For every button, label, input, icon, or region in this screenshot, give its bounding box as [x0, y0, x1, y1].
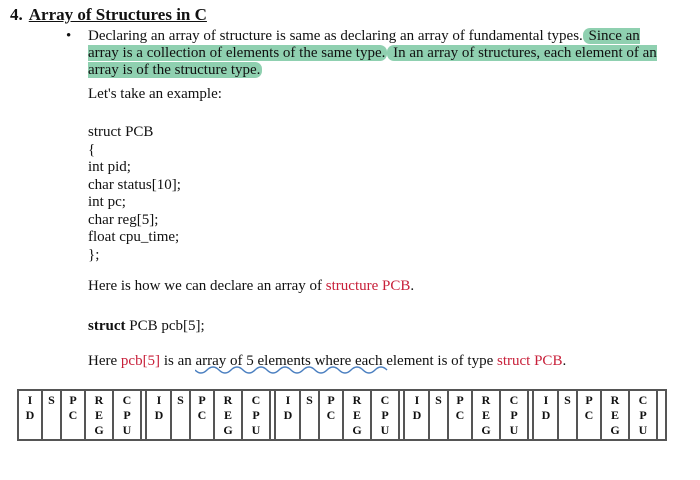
struct-field-cell	[449, 391, 473, 439]
field-letter: E	[610, 408, 619, 422]
struct-field-cell	[191, 391, 215, 439]
code-line: int pc;	[88, 194, 126, 210]
field-letter: C	[197, 408, 207, 422]
field-letter: C	[251, 393, 261, 407]
field-letter: P	[585, 393, 593, 407]
declare-struct-name: structure PCB	[325, 278, 411, 294]
code-line: struct PCB	[88, 124, 154, 140]
field-letter: P	[198, 393, 206, 407]
field-letter: P	[327, 393, 335, 407]
field-letter: S	[177, 393, 184, 407]
field-letter: R	[610, 393, 620, 407]
code-line: char reg[5];	[88, 211, 159, 228]
bullet-icon: •	[66, 28, 72, 44]
struct-code-block	[88, 124, 181, 264]
field-letter: S	[564, 393, 571, 407]
field-letter: D	[154, 408, 164, 422]
field-letter: U	[251, 423, 261, 437]
code-line: int pid;	[88, 159, 131, 175]
struct-field-cell	[630, 391, 658, 439]
intro-text: Declaring an array of structure is same as declaring an array of fundamental types.	[88, 28, 583, 44]
field-letter: D	[412, 408, 422, 422]
explain-middle: is an array of 5 elements where each element is of type	[160, 353, 498, 369]
struct-field-cell	[535, 391, 559, 439]
declare-period: .	[410, 278, 415, 294]
field-letter: G	[223, 423, 233, 437]
struct-field-cell	[501, 391, 529, 439]
field-letter: P	[252, 408, 260, 422]
field-letter: R	[481, 393, 491, 407]
struct-field-cell	[602, 391, 630, 439]
squiggle-underline-annotation	[195, 366, 395, 378]
field-letter: E	[481, 408, 490, 422]
field-letter: I	[27, 393, 33, 407]
example-label: Let's take an example:	[88, 86, 222, 102]
field-letter: U	[380, 423, 390, 437]
section-number: 4.	[10, 5, 23, 24]
declaration-rest: PCB pcb[5];	[125, 318, 205, 334]
field-letter: G	[610, 423, 620, 437]
field-letter: P	[639, 408, 647, 422]
struct-field-cell	[215, 391, 243, 439]
struct-field-cell	[344, 391, 372, 439]
struct-field-cell	[372, 391, 400, 439]
field-letter: E	[223, 408, 232, 422]
field-letter: I	[285, 393, 291, 407]
field-letter: C	[584, 408, 594, 422]
section-title: Array of Structures in C	[28, 5, 207, 24]
field-letter: D	[283, 408, 293, 422]
struct-field-cell	[430, 391, 449, 439]
field-letter: U	[509, 423, 519, 437]
section-heading	[10, 5, 207, 25]
field-letter: S	[435, 393, 442, 407]
highlighted-sentence-1: Since an array is a collection of elements of the same type.	[88, 28, 640, 61]
struct-field-cell	[19, 391, 43, 439]
code-line: float cpu_time;	[88, 229, 180, 245]
struct-field-cell	[578, 391, 602, 439]
pcb-array-diagram	[17, 389, 667, 441]
field-letter: C	[638, 393, 648, 407]
code-line: };	[88, 246, 100, 263]
field-letter: C	[455, 408, 465, 422]
declare-sentence	[88, 278, 414, 295]
field-letter: I	[543, 393, 549, 407]
struct-keyword: struct	[88, 318, 126, 334]
field-letter: D	[25, 408, 35, 422]
field-letter: P	[123, 408, 131, 422]
field-letter: R	[94, 393, 104, 407]
field-letter: D	[541, 408, 551, 422]
struct-field-cell	[301, 391, 320, 439]
field-letter: U	[638, 423, 648, 437]
field-letter: E	[94, 408, 103, 422]
field-letter: U	[122, 423, 132, 437]
field-letter: C	[380, 393, 390, 407]
intro-paragraph	[88, 28, 658, 79]
explain-period: .	[562, 353, 567, 369]
struct-field-cell	[114, 391, 142, 439]
field-letter: R	[223, 393, 233, 407]
highlighted-sentence-2: In an array of structures, each element of an array is of the structure type.	[88, 45, 657, 78]
field-letter: I	[156, 393, 162, 407]
type-name: struct PCB	[497, 353, 563, 369]
struct-field-cell	[172, 391, 191, 439]
field-letter: R	[352, 393, 362, 407]
array-element-block	[19, 391, 144, 439]
struct-field-cell	[406, 391, 430, 439]
field-letter: C	[122, 393, 132, 407]
code-line: char status[10];	[88, 176, 181, 193]
code-line: {	[88, 141, 96, 158]
field-letter: C	[509, 393, 519, 407]
array-element-block	[148, 391, 273, 439]
array-element-block	[535, 391, 660, 439]
array-name: pcb[5]	[120, 353, 161, 369]
struct-field-cell	[473, 391, 501, 439]
explain-prefix: Here	[88, 353, 121, 369]
field-letter: I	[414, 393, 420, 407]
field-letter: P	[456, 393, 464, 407]
field-letter: G	[481, 423, 491, 437]
struct-field-cell	[62, 391, 86, 439]
declare-text: Here is how we can declare an array of	[88, 278, 326, 294]
field-letter: C	[326, 408, 336, 422]
field-letter: P	[381, 408, 389, 422]
field-letter: S	[306, 393, 313, 407]
array-element-block	[406, 391, 531, 439]
declaration-code	[88, 318, 205, 335]
field-letter: P	[510, 408, 518, 422]
struct-field-cell	[148, 391, 172, 439]
struct-field-cell	[277, 391, 301, 439]
struct-field-cell	[559, 391, 578, 439]
field-letter: G	[352, 423, 362, 437]
field-letter: E	[352, 408, 361, 422]
field-letter: C	[68, 408, 78, 422]
struct-field-cell	[320, 391, 344, 439]
field-letter: S	[48, 393, 55, 407]
struct-field-cell	[86, 391, 114, 439]
struct-field-cell	[243, 391, 271, 439]
struct-field-cell	[43, 391, 62, 439]
field-letter: G	[94, 423, 104, 437]
array-element-block	[277, 391, 402, 439]
field-letter: P	[69, 393, 77, 407]
